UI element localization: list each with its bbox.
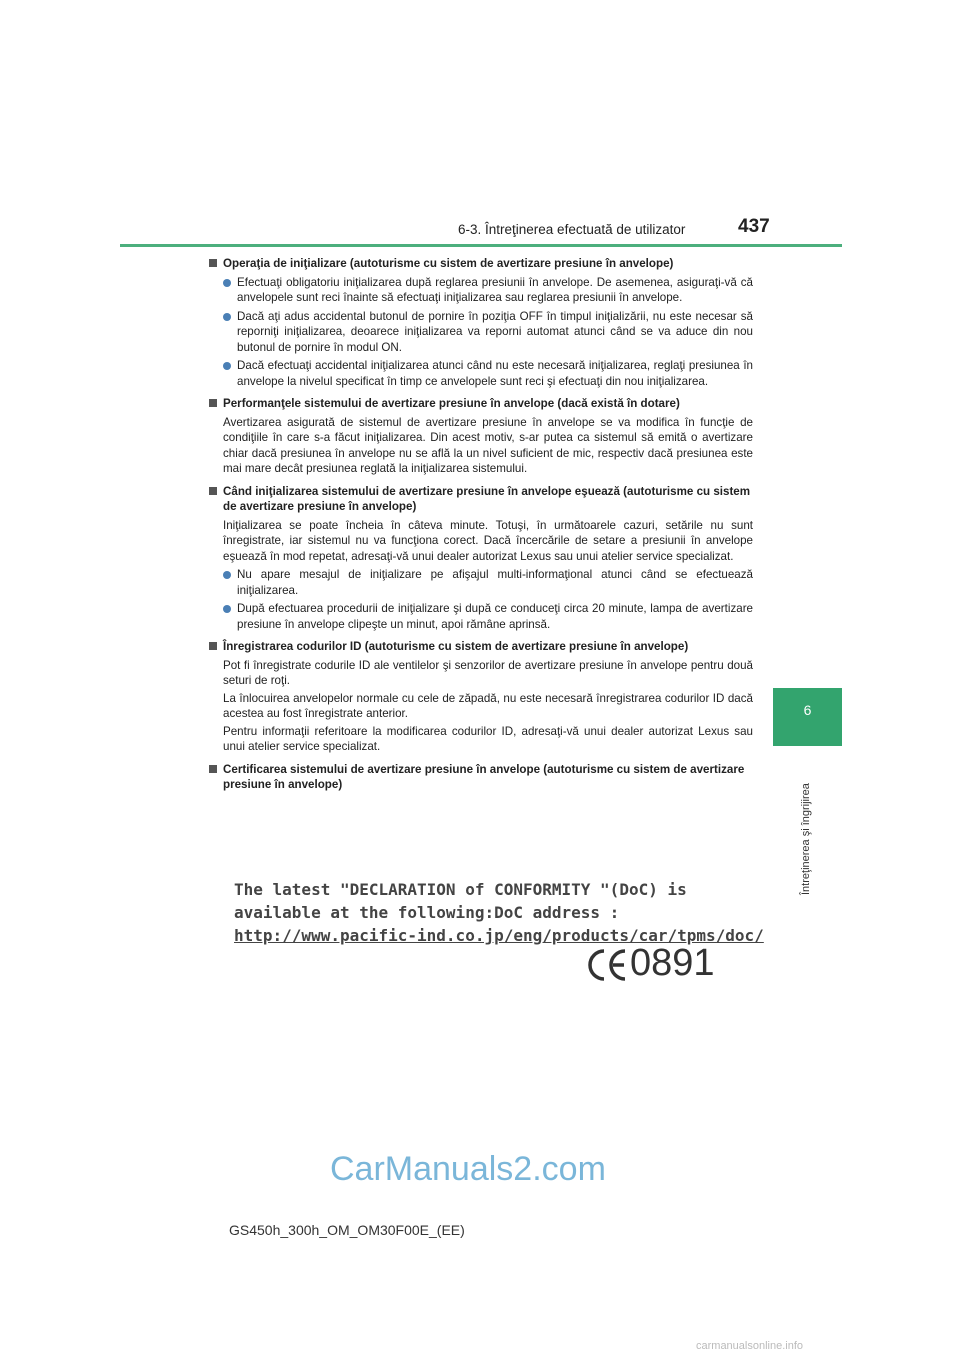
paragraph: Pot fi înregistrate codurile ID ale ventilelor şi senzorilor de avertizare presiune în anvelope pentru două seturi de roţi. xyxy=(223,658,753,687)
square-bullet-icon xyxy=(209,487,217,495)
square-bullet-icon xyxy=(209,259,217,267)
list-item: Dacă aţi adus accidental butonul de pornire în poziţia OFF în timpul iniţializării, nu este necesar să reporniţi iniţializarea, deoarece iniţializarea va reporni automat atunci când se va aduce din nou butonul de pornire în modul ON. xyxy=(209,309,753,356)
list-item: Efectuaţi obligatoriu iniţializarea după reglarea presiunii în anvelope. De asemenea, asiguraţi-vă că anvelopele sunt reci înainte să efectuaţi iniţializarea sau reglarea presiunii în anvelope. xyxy=(209,275,753,306)
declaration-line: available at the following:DoC address : xyxy=(234,903,620,922)
paragraph: Avertizarea asigurată de sistemul de avertizare presiune în anvelope se va modifica în funcţie de condiţiile în care s-a făcut iniţializarea. Din acest motiv, s-ar putea ca sistemul să emită o avertizare chiar dacă presiunea în anvelope nu se află la un nivel suficient de mic, respectiv dacă presiunea este mai mare decât presiunea reglată la iniţializarea sistemului. xyxy=(223,415,753,475)
section-heading: Performanţele sistemului de avertizare presiune în anvelope (dacă există în dotare) xyxy=(209,396,753,412)
watermark-logo[interactable]: CarManuals2.com xyxy=(330,1150,606,1188)
square-bullet-icon xyxy=(209,399,217,407)
paragraph: Iniţializarea se poate încheia în câteva minute. Totuşi, în următoarele cazuri, setările nu sunt înregistrate, iar sistemul nu va funcţiona corect. Dacă încercările de setare a presiunii în anvelope eşuează în mod repetat, adresaţi-vă unui dealer autorizat Lexus sau unui atelier service specializat. xyxy=(223,518,753,563)
paragraph: Pentru informaţii referitoare la modificarea codurilor ID, adresaţi-vă unui dealer autorizat Lexus sau unui atelier service specializat. xyxy=(223,724,753,753)
section-heading: Când iniţializarea sistemului de avertizare presiune în anvelope eşuează (autoturisme cu sistem de avertizare presiune în anvelope) xyxy=(209,484,753,515)
header-divider xyxy=(120,244,842,247)
chapter-label xyxy=(782,755,812,895)
page-content xyxy=(209,256,753,796)
declaration-url-link[interactable]: http://www.pacific-ind.co.jp/eng/products/car/tpms/doc/ xyxy=(234,926,764,945)
declaration-line: The latest "DECLARATION of CONFORMITY "(DoC) is xyxy=(234,880,687,899)
section-heading: Certificarea sistemului de avertizare presiune în anvelope (autoturisme cu sistem de avertizare presiune în anvelope) xyxy=(209,762,753,793)
section-title: 6-3. Întreţinerea efectuată de utilizator xyxy=(458,222,686,237)
chapter-tab[interactable] xyxy=(773,688,842,746)
list-item: Nu apare mesajul de iniţializare pe afişajul multi-informaţional atunci când se efectuează iniţializarea. xyxy=(209,567,753,598)
paragraph: La înlocuirea anvelopelor normale cu cele de zăpadă, nu este necesară înregistrarea codurilor ID dacă acestea au fost înregistrate anterior. xyxy=(223,691,753,720)
page-number: 437 xyxy=(738,216,770,237)
footer-watermark[interactable]: carmanualsonline.info xyxy=(696,1340,804,1352)
document-code-footer: GS450h_300h_OM_OM30F00E_(EE) xyxy=(229,1222,465,1238)
chapter-label-text: Întreţinerea şi îngrijirea xyxy=(800,783,812,895)
round-bullet-icon xyxy=(223,605,231,613)
section-heading: Operaţia de iniţializare (autoturisme cu sistem de avertizare presiune în anvelope) xyxy=(209,256,753,272)
square-bullet-icon xyxy=(209,765,217,773)
square-bullet-icon xyxy=(209,642,217,650)
page-header xyxy=(0,0,960,250)
list-item: Dacă efectuaţi accidental iniţializarea atunci când nu este necesară iniţializarea, reglaţi presiunea în anvelope la nivelul specificat în timp ce anvelopele sunt reci şi efectuaţi din nou iniţializarea. xyxy=(209,358,753,389)
round-bullet-icon xyxy=(223,362,231,370)
round-bullet-icon xyxy=(223,279,231,287)
chapter-number: 6 xyxy=(803,702,812,718)
round-bullet-icon xyxy=(223,313,231,321)
ce-mark-icon xyxy=(584,948,628,982)
ce-number: 0891 xyxy=(630,942,715,984)
round-bullet-icon xyxy=(223,571,231,579)
list-item: După efectuarea procedurii de iniţializare şi după ce conduceţi circa 20 minute, lampa de avertizare presiune în anvelope clipeşte un minut, apoi rămâne aprinsă. xyxy=(209,601,753,632)
section-heading: Înregistrarea codurilor ID (autoturisme cu sistem de avertizare presiune în anvelope) xyxy=(209,639,753,655)
